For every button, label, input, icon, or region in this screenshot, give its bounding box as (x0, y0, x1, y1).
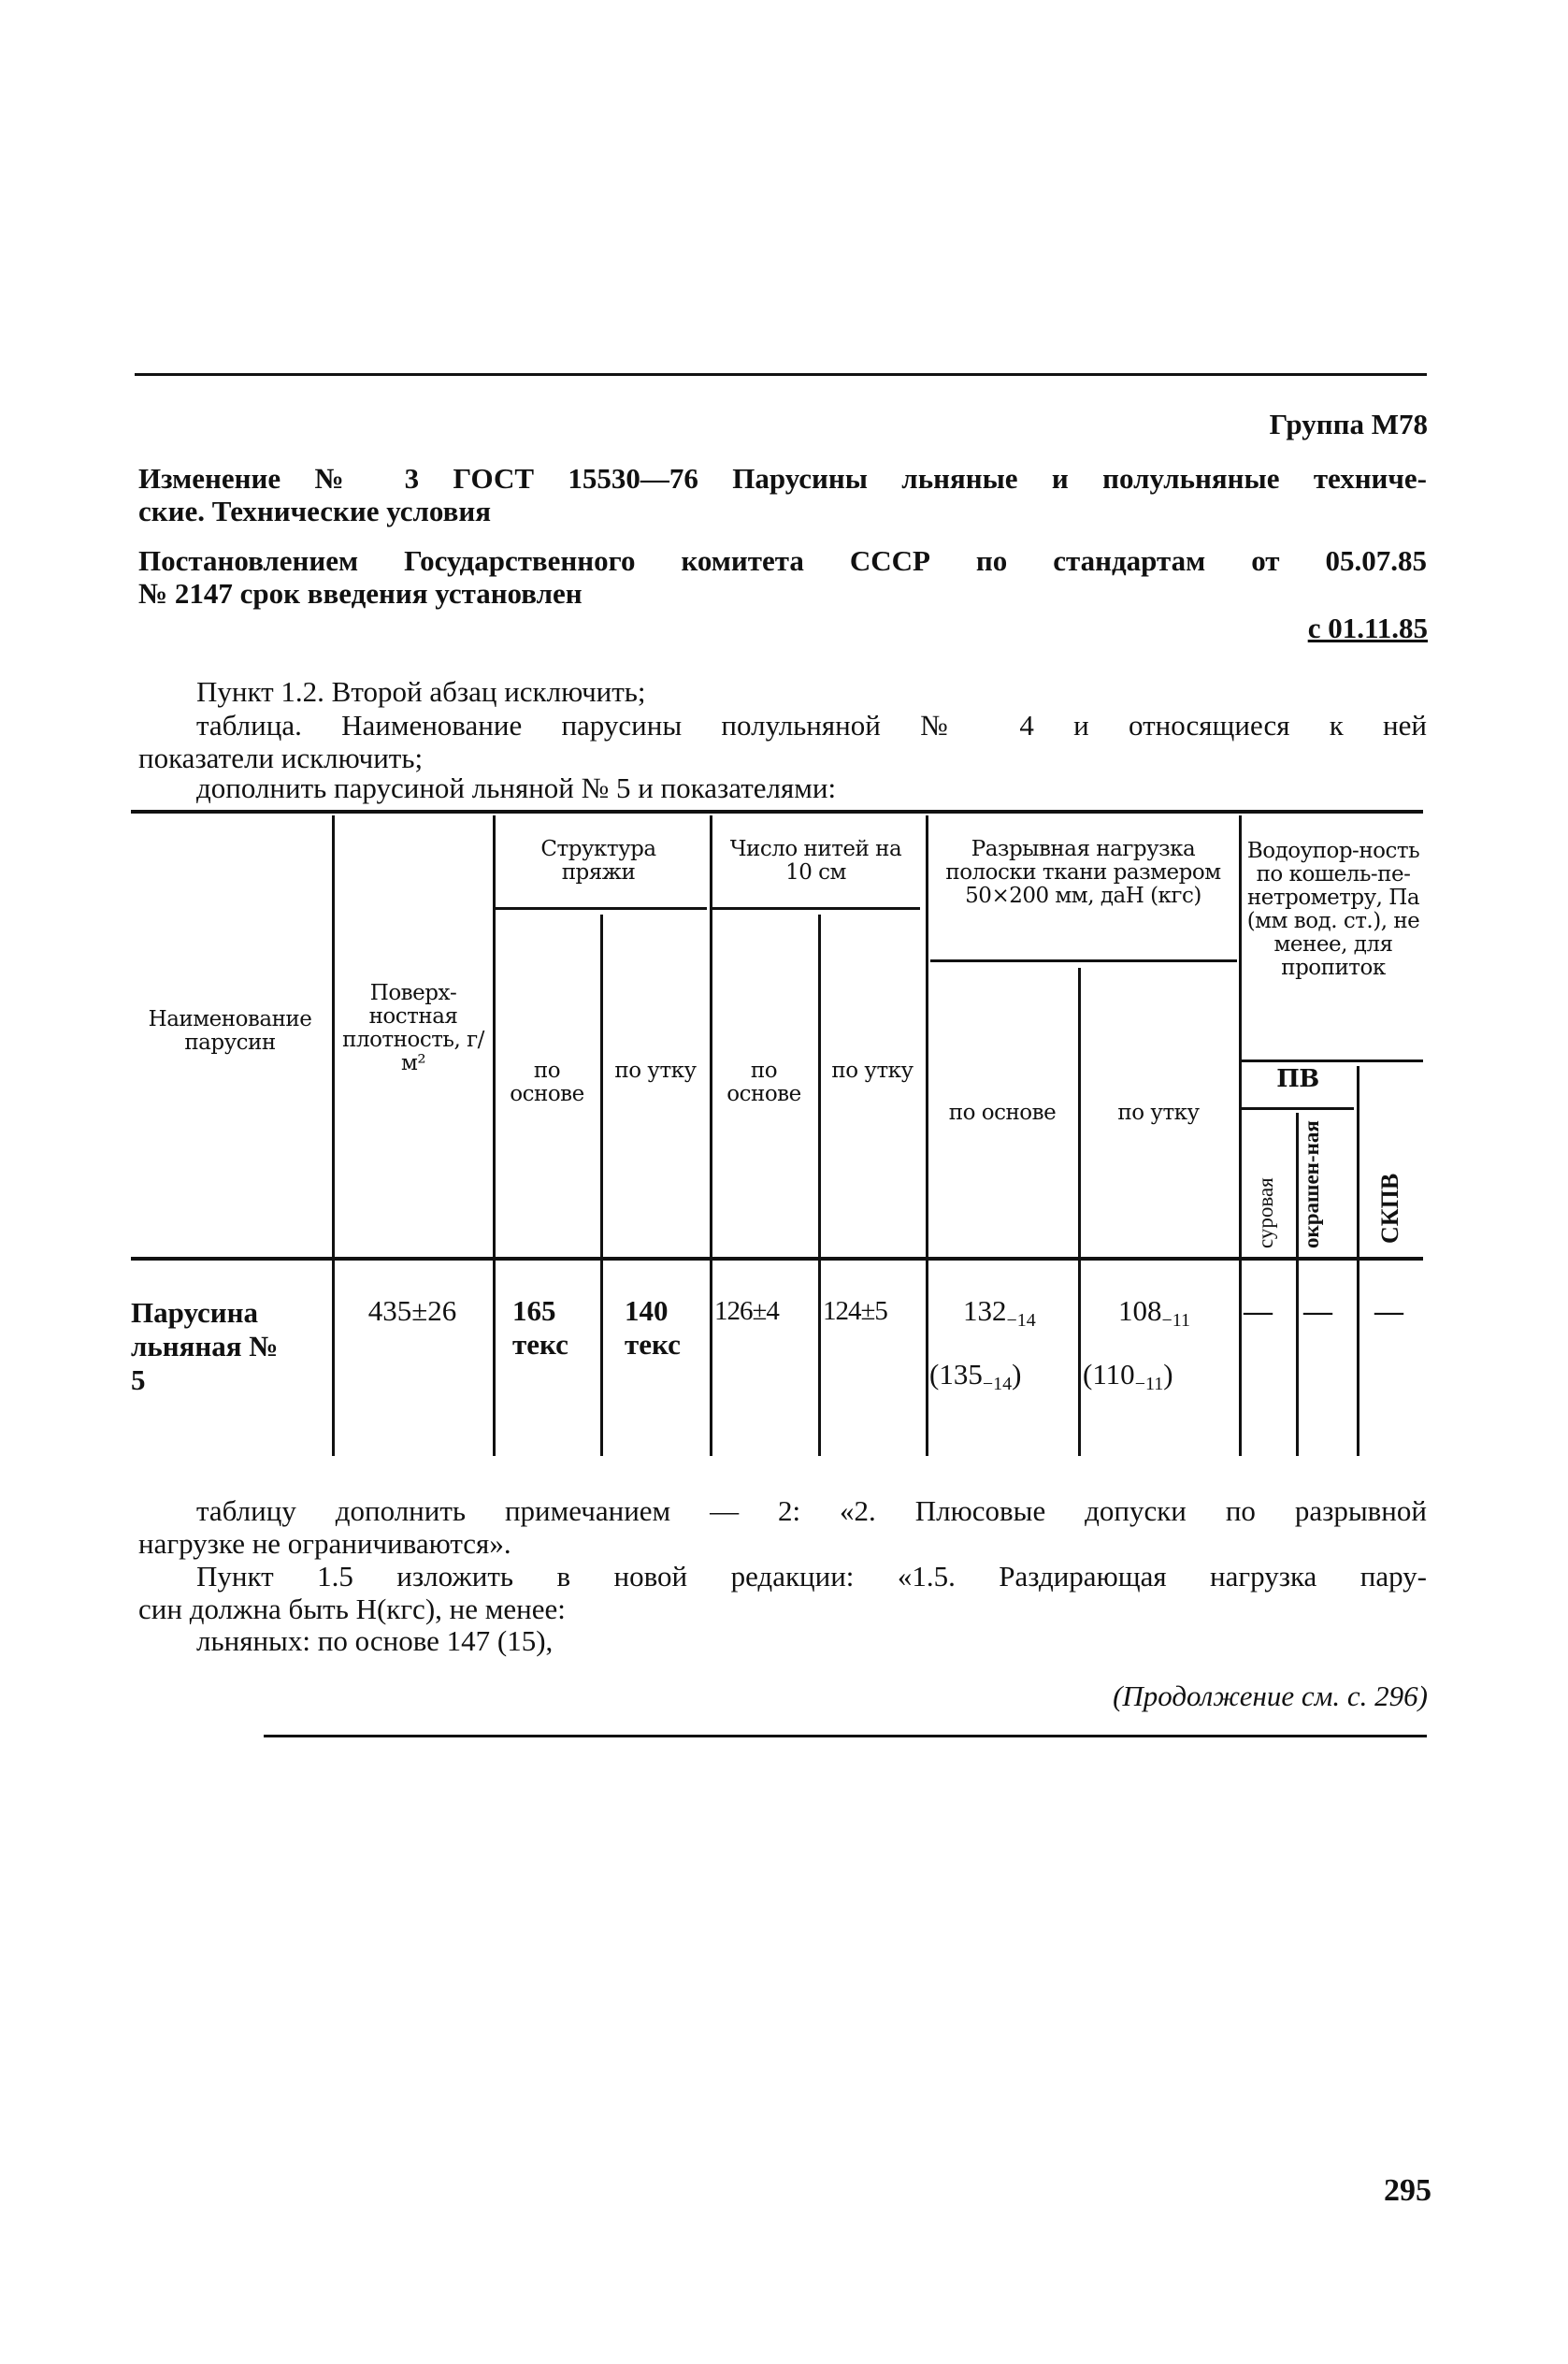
page-number: 295 (1384, 2173, 1431, 2208)
header-skpv: СКПВ (1376, 1173, 1403, 1244)
header-dyed-text: окрашен-ная (1300, 1120, 1323, 1248)
header-yarn-weft: по утку (614, 1059, 697, 1083)
load-warp-kgf-tolerance: −14 (982, 1374, 1013, 1394)
col-line (710, 815, 712, 1456)
row-name: Парусина льняная № 5 (131, 1296, 279, 1396)
intro-line-3: показатели исключить; (138, 742, 424, 774)
row-load-warp-kgf: $(135_{-14})$ (929, 1358, 1022, 1394)
rule-pv (1242, 1107, 1354, 1110)
header-thread-count: Число нитей на 10 см (729, 837, 902, 885)
body-line-1: таблицу дополнить примечанием — 2: «2. Плюсовые допуски по разрывной (196, 1494, 1427, 1527)
load-weft-value: 108 (1118, 1294, 1162, 1327)
top-rule (135, 373, 1427, 376)
rule-load (930, 959, 1237, 962)
title-line-2: ские. Технические условия (138, 495, 492, 527)
col-line (818, 915, 821, 1456)
load-weft-tolerance: −11 (1161, 1310, 1191, 1331)
header-name: Наименование парусин (148, 1007, 312, 1055)
decree-line-1: Постановлением Государственного комитета СССР по стандартам от 05.07.85 (138, 544, 1427, 577)
row-skpv: — (1374, 1294, 1403, 1327)
header-count-warp: по основе (726, 1059, 801, 1106)
header-water-resistance: Водоупор-ность по кошель-пе-нетрометру, Па (мм вод. ст.), не менее, для пропиток (1246, 839, 1420, 980)
title-line-1: Изменение № 3 ГОСТ 15530—76 Парусины льняные и полульняные техниче- (138, 462, 1427, 495)
row-density: 435±26 (367, 1294, 457, 1327)
rule-yarn (496, 907, 707, 910)
col-line (600, 915, 603, 1456)
group-label: Группа М78 (1269, 408, 1428, 440)
effective-date: с 01.11.85 (1307, 612, 1428, 644)
load-warp-value: 132 (963, 1294, 1007, 1327)
row-load-weft-kgf: $(110_{-11})$ (1083, 1358, 1173, 1394)
header-pv: ПВ (1276, 1065, 1319, 1093)
col-line (493, 815, 496, 1456)
col-line (1296, 1113, 1299, 1456)
intro-line-1: Пункт 1.2. Второй абзац исключить; (196, 675, 646, 708)
col-line (1078, 968, 1081, 1456)
row-count-weft: 124±5 (823, 1296, 887, 1326)
col-line (926, 815, 928, 1456)
body-line-2: нагрузке не ограничиваются». (138, 1527, 511, 1560)
table-top-rule (131, 810, 1423, 814)
table-header-bottom-rule (131, 1257, 1423, 1261)
intro-line-4: дополнить парусиной льняной № 5 и показателями: (196, 771, 837, 804)
load-weft-kgf-tolerance: −11 (1134, 1374, 1164, 1394)
row-pv-raw: — (1244, 1294, 1273, 1327)
col-line (1239, 815, 1242, 1456)
row-load-weft (1118, 1294, 1190, 1337)
row-yarn-warp: 165 текс (512, 1294, 568, 1361)
header-dyed (1302, 1117, 1322, 1248)
header-load-weft: по утку (1117, 1101, 1200, 1125)
header-breaking-load: Разрывная нагрузка полоски ткани размером 50×200 мм, даН (кгс) (945, 837, 1221, 908)
rule-water (1242, 1059, 1423, 1062)
continuation-note: (Продолжение см. с. 296) (1113, 1679, 1428, 1712)
body-line-3: Пункт 1.5 изложить в новой редакции: «1.5. Раздирающая нагрузка пару- (196, 1560, 1427, 1593)
rule-count (712, 907, 920, 910)
decree-line-2: № 2147 срок введения установлен (138, 577, 583, 610)
body-line-5: льняных: по основе 147 (15), (196, 1624, 554, 1657)
row-yarn-weft: 140 текс (625, 1294, 681, 1361)
body-line-4: син должна быть Н(кгс), не менее: (138, 1593, 566, 1625)
header-load-warp: по основе (948, 1101, 1057, 1125)
row-pv-dyed: — (1303, 1294, 1332, 1327)
col-line (332, 815, 335, 1456)
col-line (1357, 1066, 1359, 1456)
header-yarn-warp: по основе (510, 1059, 584, 1106)
header-raw: суровая (1254, 1177, 1277, 1248)
row-count-warp: 126±4 (714, 1296, 779, 1326)
load-warp-tolerance: −14 (1006, 1310, 1036, 1331)
bottom-rule (264, 1735, 1427, 1737)
header-yarn-structure: Структура пряжи (540, 837, 656, 885)
row-load-warp (963, 1294, 1036, 1337)
intro-line-2: таблица. Наименование парусины полульняной № 4 и относящиеся к ней (196, 709, 1427, 742)
load-warp-kgf-value: 135 (939, 1358, 983, 1391)
header-density: Поверх-ностная плотность, г/м² (342, 981, 484, 1075)
header-count-weft: по утку (831, 1059, 913, 1083)
load-weft-kgf-value: 110 (1092, 1358, 1135, 1391)
